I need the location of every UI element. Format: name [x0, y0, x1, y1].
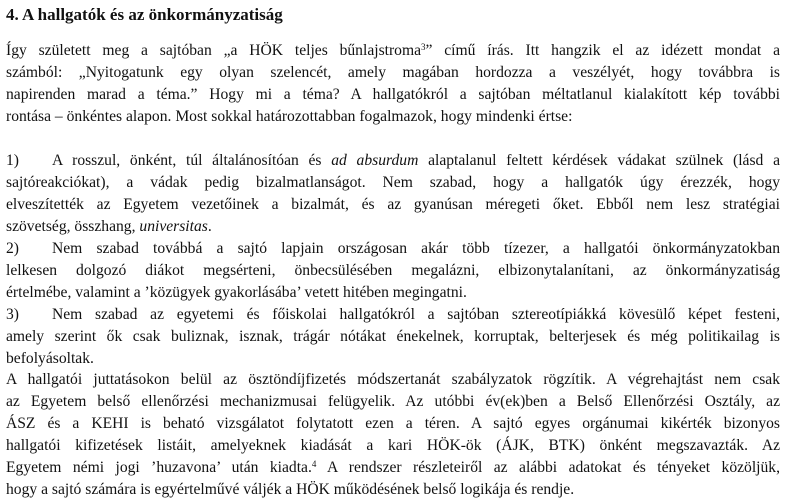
point-3-number: 3) [6, 306, 19, 323]
point-2-line-3: értelmébe, valamint a ’közügyek gyakorlásába’ vetett hitében megingatni. [6, 284, 467, 301]
section-heading: 4. A hallgatók és az önkormányzatiság [6, 5, 283, 24]
point-1-line-4: szövetség, összhang, universitas. [6, 218, 212, 235]
final-paragraph [6, 369, 780, 501]
intro-line-2: számból: „Nyitogatunk egy olyan szelencét, amely magában hordozza a veszélyét, hogy továbbra is [6, 64, 780, 81]
point-1-number: 1) [6, 152, 19, 169]
point-1-line-1: 1) A rosszul, önként, túl általánosítóan és ad absurdum alaptalanul feltett kérdések vádakat szülnek (lásd a [6, 150, 780, 172]
point-1-line-3: elveszítették az Egyetem vezetőinek a bizalmát, és az gyanúsan méregeti őket. Ebből nem lesz stratégiai [6, 196, 780, 213]
intro-line-1: Így született meg a sajtóban „a HÖK teljes bűnlajstroma$^3$” című írás. Itt hangzik el az idézett mondat a [6, 42, 780, 59]
final-line-3: ÁSZ és a KEHI is beható vizsgálatot folytatott ezen a téren. A sajtó egyes orgánumai kikérték bizonyos [6, 415, 780, 432]
numbered-list [6, 150, 780, 370]
intro-line-3: napirenden marad a téma.” Hogy mi a téma? A hallgatókról a sajtóban méltatlanul kialakított kép további [6, 86, 780, 103]
point-3-line-3: befolyásoltak. [6, 350, 94, 367]
intro-paragraph [6, 40, 780, 128]
point-3-line-1: 3) Nem szabad az egyetemi és főiskolai hallgatókról a sajtóban sztereotípiákká kövesülő képet festeni, [6, 304, 780, 326]
final-line-4: hallgatói kifizetések listáit, amelyeknek kiadását a kari HÖK-ök (ÁJK, BTK) önként megszavazták. Az [6, 437, 780, 454]
final-line-6: hogy a sajtó számára is egyértelművé váljék a HÖK működésének belső logikája és rendje. [6, 481, 575, 498]
point-3-line-2: amely szerint ők csak buliznak, isznak, trágár nótákat énekelnek, korruptak, belterjesek és még politikailag is [6, 328, 780, 345]
point-1-line-2: sajtóreakciókat), a vádak pedig bizalmatlanságot. Nem szabad, hogy a hallgatók úgy érezzék, hogy [6, 174, 780, 191]
point-2-line-2: lelkesen dolgozó diákot megsérteni, önbecsülésében megalázni, elbizonytalanítani, az önkormányzatiság [6, 262, 780, 279]
footnote-ref-3[interactable]: 3 [421, 42, 426, 52]
footnote-ref-4[interactable]: 4 [311, 459, 317, 469]
final-line-5: Egyetem némi jogi ’huzavona’ után kiadta.$^4$ A rendszer részleteiről az alábbi adatokat és tényeket közöljük, [6, 459, 780, 476]
final-line-2: az Egyetem belső ellenőrzési mechanizmusai felügyelik. Az utóbbi év(ek)ben a Belső Ellenőrzési Osztály, az [6, 393, 780, 410]
point-2-line-1: 2) Nem szabad továbbá a sajtó lapjain országosan akár több tízezer, a hallgatói önkormányzatokban [6, 238, 780, 260]
final-line-1: A hallgatói juttatásokon belül az ösztöndíjfizetés módszertanát szabályzatok rögzítik. A végrehajtást nem csak [6, 371, 780, 388]
point-2-number: 2) [6, 240, 19, 257]
intro-line-4: rontása – önkéntes alapon. Most sokkal határozottabban fogalmazok, hogy mindenki értse: [6, 108, 573, 125]
